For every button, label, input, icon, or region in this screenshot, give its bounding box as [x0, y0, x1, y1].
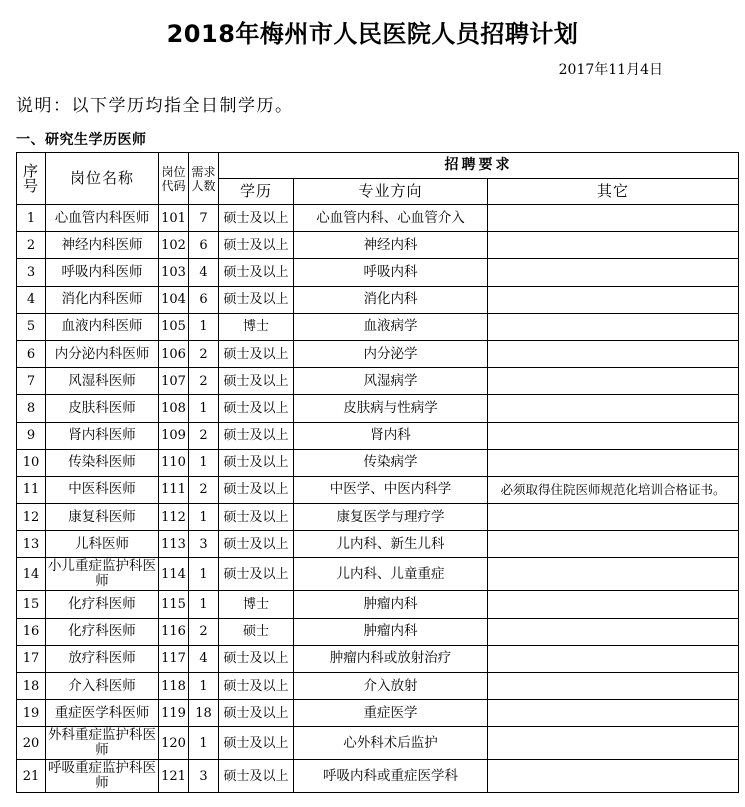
row-other: [488, 700, 739, 727]
row-position: 传染科医师: [46, 449, 159, 476]
row-education: 硕士及以上: [219, 700, 294, 727]
row-major: 血液病学: [294, 313, 488, 340]
row-no: 6: [17, 340, 46, 367]
row-count: 2: [189, 368, 219, 395]
row-no: 5: [17, 313, 46, 340]
row-education: 硕士及以上: [219, 449, 294, 476]
row-education: 硕士及以上: [219, 259, 294, 286]
row-education: 硕士及以上: [219, 368, 294, 395]
table-row: [17, 618, 739, 645]
header-requirements: 招聘要求: [219, 153, 739, 179]
row-other: [488, 504, 739, 531]
row-major: 介入放射: [294, 673, 488, 700]
table-row: [17, 700, 739, 727]
row-no: 14: [17, 558, 46, 591]
row-position: 小儿重症监护科医师: [46, 558, 159, 591]
table-row: [17, 673, 739, 700]
row-code: 101: [159, 205, 189, 232]
row-major: 消化内科: [294, 286, 488, 313]
row-education: 硕士及以上: [219, 395, 294, 422]
row-code: 108: [159, 395, 189, 422]
header-position: 岗位名称: [46, 153, 159, 205]
row-count: 4: [189, 645, 219, 672]
row-major: 心血管内科、心血管介入: [294, 205, 488, 232]
row-other: [488, 673, 739, 700]
table-row: [17, 449, 739, 476]
row-other: [488, 259, 739, 286]
row-count: 1: [189, 591, 219, 618]
row-no: 16: [17, 618, 46, 645]
row-other: [488, 232, 739, 259]
row-position: 呼吸重症监护科医师: [46, 760, 159, 793]
row-other: [488, 395, 739, 422]
row-no: 10: [17, 449, 46, 476]
row-code: 103: [159, 259, 189, 286]
table-row: [17, 368, 739, 395]
row-major: 儿内科、儿童重症: [294, 558, 488, 591]
row-other: [488, 645, 739, 672]
row-count: 2: [189, 422, 219, 449]
row-education: 博士: [219, 591, 294, 618]
row-education: 硕士及以上: [219, 558, 294, 591]
table-row: [17, 645, 739, 672]
table-header-row: [17, 153, 739, 179]
table-row: [17, 286, 739, 313]
row-major: 肿瘤内科: [294, 618, 488, 645]
row-code: 117: [159, 645, 189, 672]
row-code: 104: [159, 286, 189, 313]
row-major: 中医学、中医内科学: [294, 476, 488, 503]
table-row: [17, 760, 739, 793]
row-position: 神经内科医师: [46, 232, 159, 259]
row-count: 18: [189, 700, 219, 727]
row-major: 重症医学: [294, 700, 488, 727]
row-position: 重症医学科医师: [46, 700, 159, 727]
row-no: 19: [17, 700, 46, 727]
table-row: [17, 205, 739, 232]
education-note: 说明：以下学历均指全日制学历。: [16, 96, 294, 116]
table-row: [17, 504, 739, 531]
row-education: 硕士及以上: [219, 531, 294, 558]
table-row: [17, 313, 739, 340]
row-position: 康复科医师: [46, 504, 159, 531]
row-position: 介入科医师: [46, 673, 159, 700]
row-no: 15: [17, 591, 46, 618]
row-no: 20: [17, 727, 46, 760]
header-code: 岗位代码: [159, 153, 189, 205]
row-code: 121: [159, 760, 189, 793]
row-other: [488, 205, 739, 232]
row-no: 18: [17, 673, 46, 700]
row-education: 硕士及以上: [219, 504, 294, 531]
row-other: [488, 591, 739, 618]
row-major: 神经内科: [294, 232, 488, 259]
row-code: 106: [159, 340, 189, 367]
row-position: 消化内科医师: [46, 286, 159, 313]
row-count: 1: [189, 558, 219, 591]
row-position: 皮肤科医师: [46, 395, 159, 422]
row-other: [488, 618, 739, 645]
row-no: 4: [17, 286, 46, 313]
row-code: 120: [159, 727, 189, 760]
row-position: 呼吸内科医师: [46, 259, 159, 286]
row-count: 1: [189, 504, 219, 531]
row-count: 1: [189, 395, 219, 422]
row-major: 儿内科、新生儿科: [294, 531, 488, 558]
row-education: 硕士及以上: [219, 232, 294, 259]
row-position: 血液内科医师: [46, 313, 159, 340]
row-other: [488, 531, 739, 558]
row-education: 硕士及以上: [219, 760, 294, 793]
row-education: 硕士及以上: [219, 422, 294, 449]
row-other: [488, 368, 739, 395]
row-no: 13: [17, 531, 46, 558]
row-code: 107: [159, 368, 189, 395]
header-no: 序号: [17, 153, 46, 205]
row-code: 116: [159, 618, 189, 645]
row-other: [488, 313, 739, 340]
row-count: 6: [189, 286, 219, 313]
row-position: 化疗科医师: [46, 618, 159, 645]
row-major: 康复医学与理疗学: [294, 504, 488, 531]
row-education: 硕士及以上: [219, 727, 294, 760]
row-other: [488, 449, 739, 476]
row-major: 心外科术后监护: [294, 727, 488, 760]
row-code: 109: [159, 422, 189, 449]
row-count: 3: [189, 760, 219, 793]
table-row: [17, 340, 739, 367]
row-position: 心血管内科医师: [46, 205, 159, 232]
row-position: 中医科医师: [46, 476, 159, 503]
row-count: 3: [189, 531, 219, 558]
header-other: 其它: [488, 179, 739, 205]
row-position: 风湿科医师: [46, 368, 159, 395]
row-other: [488, 760, 739, 793]
row-major: 皮肤病与性病学: [294, 395, 488, 422]
row-code: 105: [159, 313, 189, 340]
row-code: 111: [159, 476, 189, 503]
row-position: 放疗科医师: [46, 645, 159, 672]
row-count: 1: [189, 673, 219, 700]
row-count: 6: [189, 232, 219, 259]
row-education: 硕士及以上: [219, 645, 294, 672]
header-education: 学历: [219, 179, 294, 205]
row-education: 硕士: [219, 618, 294, 645]
row-no: 3: [17, 259, 46, 286]
row-position: 外科重症监护科医师: [46, 727, 159, 760]
row-other: [488, 727, 739, 760]
row-major: 传染病学: [294, 449, 488, 476]
row-position: 儿科医师: [46, 531, 159, 558]
table-row: [17, 531, 739, 558]
row-other: 必须取得住院医师规范化培训合格证书。: [488, 476, 739, 503]
row-code: 102: [159, 232, 189, 259]
row-education: 硕士及以上: [219, 205, 294, 232]
row-other: [488, 422, 739, 449]
row-count: 1: [189, 727, 219, 760]
row-education: 博士: [219, 313, 294, 340]
row-education: 硕士及以上: [219, 340, 294, 367]
row-code: 110: [159, 449, 189, 476]
table-row: [17, 232, 739, 259]
row-count: 2: [189, 618, 219, 645]
row-count: 2: [189, 340, 219, 367]
row-code: 119: [159, 700, 189, 727]
row-no: 2: [17, 232, 46, 259]
row-other: [488, 340, 739, 367]
row-no: 21: [17, 760, 46, 793]
document-date: 2017年11月4日: [558, 62, 663, 78]
table-row: [17, 727, 739, 760]
row-no: 12: [17, 504, 46, 531]
table-row: [17, 395, 739, 422]
row-education: 硕士及以上: [219, 286, 294, 313]
section-heading: 一、研究生学历医师: [16, 132, 147, 148]
row-major: 肿瘤内科或放射治疗: [294, 645, 488, 672]
row-position: 内分泌内科医师: [46, 340, 159, 367]
recruitment-table: [16, 152, 739, 793]
header-count: 需求人数: [189, 153, 219, 205]
row-count: 1: [189, 449, 219, 476]
row-count: 4: [189, 259, 219, 286]
table-row: [17, 422, 739, 449]
row-no: 8: [17, 395, 46, 422]
row-position: 化疗科医师: [46, 591, 159, 618]
row-major: 呼吸内科或重症医学科: [294, 760, 488, 793]
row-position: 肾内科医师: [46, 422, 159, 449]
row-major: 肿瘤内科: [294, 591, 488, 618]
document-title: 2018年梅州市人民医院人员招聘计划: [166, 20, 579, 48]
table-row: [17, 476, 739, 503]
row-other: [488, 558, 739, 591]
table-row: [17, 259, 739, 286]
row-no: 11: [17, 476, 46, 503]
row-major: 内分泌学: [294, 340, 488, 367]
row-no: 7: [17, 368, 46, 395]
header-major: 专业方向: [294, 179, 488, 205]
row-count: 1: [189, 313, 219, 340]
row-code: 115: [159, 591, 189, 618]
table-row: [17, 558, 739, 591]
row-code: 114: [159, 558, 189, 591]
row-no: 9: [17, 422, 46, 449]
row-major: 呼吸内科: [294, 259, 488, 286]
row-no: 17: [17, 645, 46, 672]
row-no: 1: [17, 205, 46, 232]
row-code: 112: [159, 504, 189, 531]
row-count: 2: [189, 476, 219, 503]
row-code: 113: [159, 531, 189, 558]
row-major: 肾内科: [294, 422, 488, 449]
row-other: [488, 286, 739, 313]
row-code: 118: [159, 673, 189, 700]
row-count: 7: [189, 205, 219, 232]
row-education: 硕士及以上: [219, 673, 294, 700]
table-row: [17, 591, 739, 618]
row-education: 硕士及以上: [219, 476, 294, 503]
row-major: 风湿病学: [294, 368, 488, 395]
